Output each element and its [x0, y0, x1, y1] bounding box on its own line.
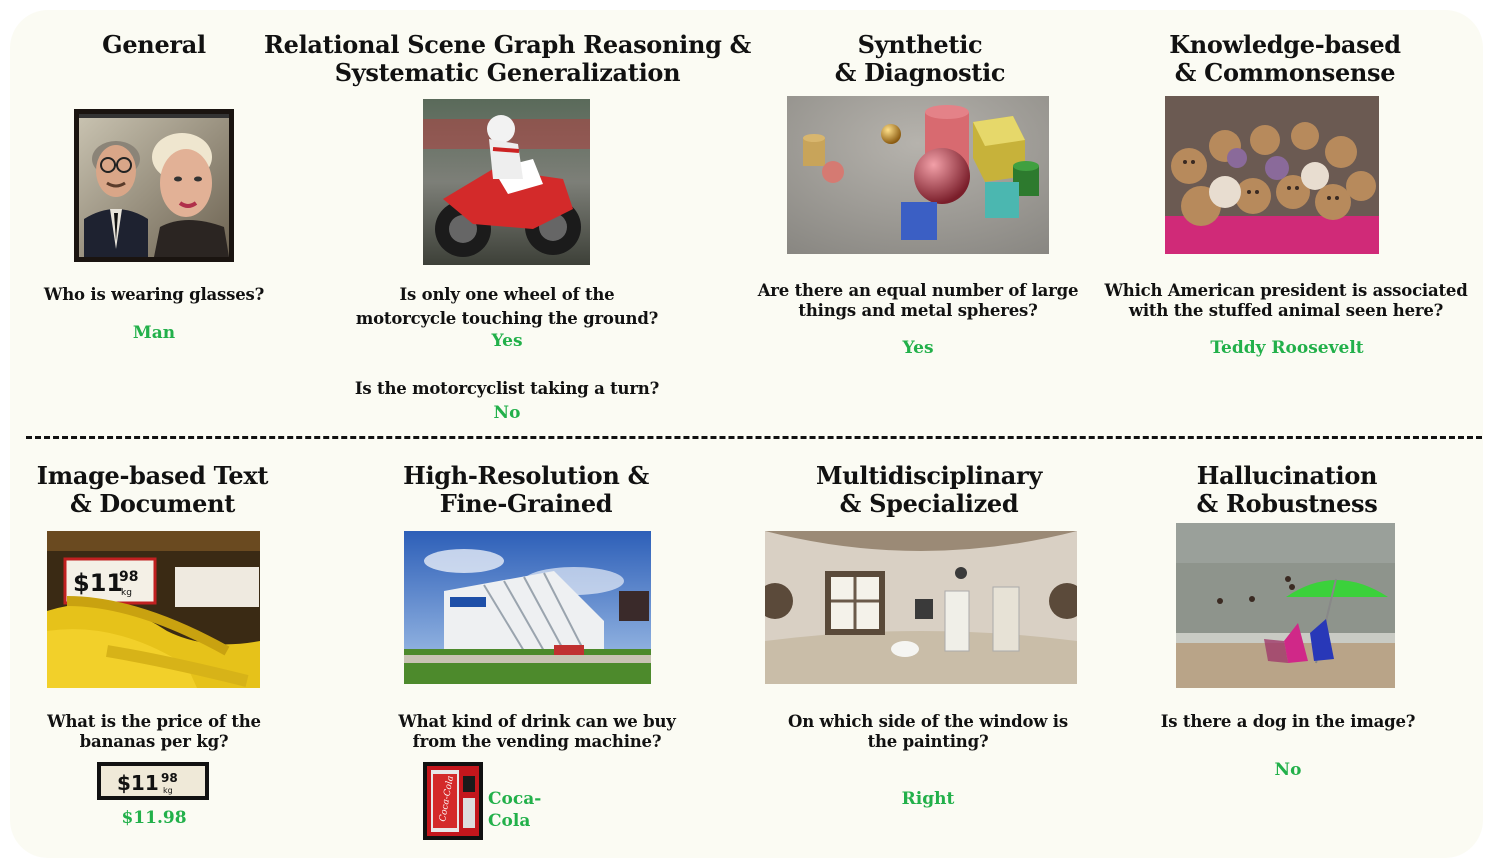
- answer-text: Man: [132, 323, 176, 343]
- thumb-price-unit: kg: [163, 786, 173, 795]
- price-tag-dollar: $11: [73, 569, 124, 597]
- thumb-price-cents: 98: [161, 771, 178, 785]
- question-text: Is the motorcyclist taking a turn?: [354, 379, 660, 398]
- price-tag-unit: kg: [121, 588, 132, 598]
- category-title-general: General: [102, 30, 206, 59]
- photo-bananas: [47, 531, 260, 688]
- question-text: Is there a dog in the image?: [1160, 712, 1416, 731]
- photo-clevr-scene: [787, 96, 1049, 254]
- photo-panorama-room: [765, 531, 1077, 684]
- thumb-price-dollar: $11: [117, 771, 159, 795]
- vending-logo-text: Coca-Cola: [438, 775, 456, 823]
- section-divider: [26, 436, 1482, 439]
- question-text: Is only one wheel of the motorcycle touching the ground?: [355, 285, 659, 328]
- answer-text: Teddy Roosevelt: [1210, 338, 1364, 358]
- answer-text: No: [493, 403, 521, 423]
- answer-text: Yes: [902, 338, 934, 358]
- price-tag-cents: 98: [119, 569, 139, 585]
- category-title-synthetic: Synthetic & Diagnostic: [834, 30, 1006, 87]
- category-title-multidisciplinary: Multidisciplinary & Specialized: [816, 461, 1042, 518]
- answer-text: $11.98: [121, 808, 187, 828]
- answer-text: No: [1274, 760, 1302, 780]
- photo-beach: [1176, 523, 1395, 688]
- category-title-hallucination: Hallucination & Robustness: [1196, 461, 1378, 518]
- answer-text: Coca-Cola: [488, 789, 542, 831]
- question-text: What is the price of the bananas per kg?: [47, 712, 261, 751]
- answer-text: Right: [901, 789, 955, 809]
- category-title-knowledge: Knowledge-based & Commonsense: [1169, 30, 1401, 87]
- photo-teddy-bears: [1165, 96, 1379, 254]
- category-title-high-resolution: High-Resolution & Fine-Grained: [403, 461, 649, 518]
- answer-text: Yes: [491, 331, 523, 351]
- question-text: On which side of the window is the painting?: [788, 712, 1068, 751]
- photo-selfie-couple: [74, 109, 234, 262]
- photo-building: [404, 531, 651, 684]
- category-title-text-document: Image-based Text & Document: [36, 461, 269, 518]
- thumbnail-price-tag: [97, 762, 209, 800]
- category-title-relational: Relational Scene Graph Reasoning & Systematic Generalization: [263, 30, 752, 87]
- photo-motorcycle: [423, 99, 590, 265]
- question-text: Which American president is associated with the stuffed animal seen here?: [1104, 281, 1468, 320]
- question-text: Who is wearing glasses?: [43, 285, 265, 304]
- question-text: Are there an equal number of large things and metal spheres?: [757, 281, 1079, 320]
- question-text: What kind of drink can we buy from the vending machine?: [398, 712, 676, 751]
- thumbnail-vending-machine: [423, 762, 483, 840]
